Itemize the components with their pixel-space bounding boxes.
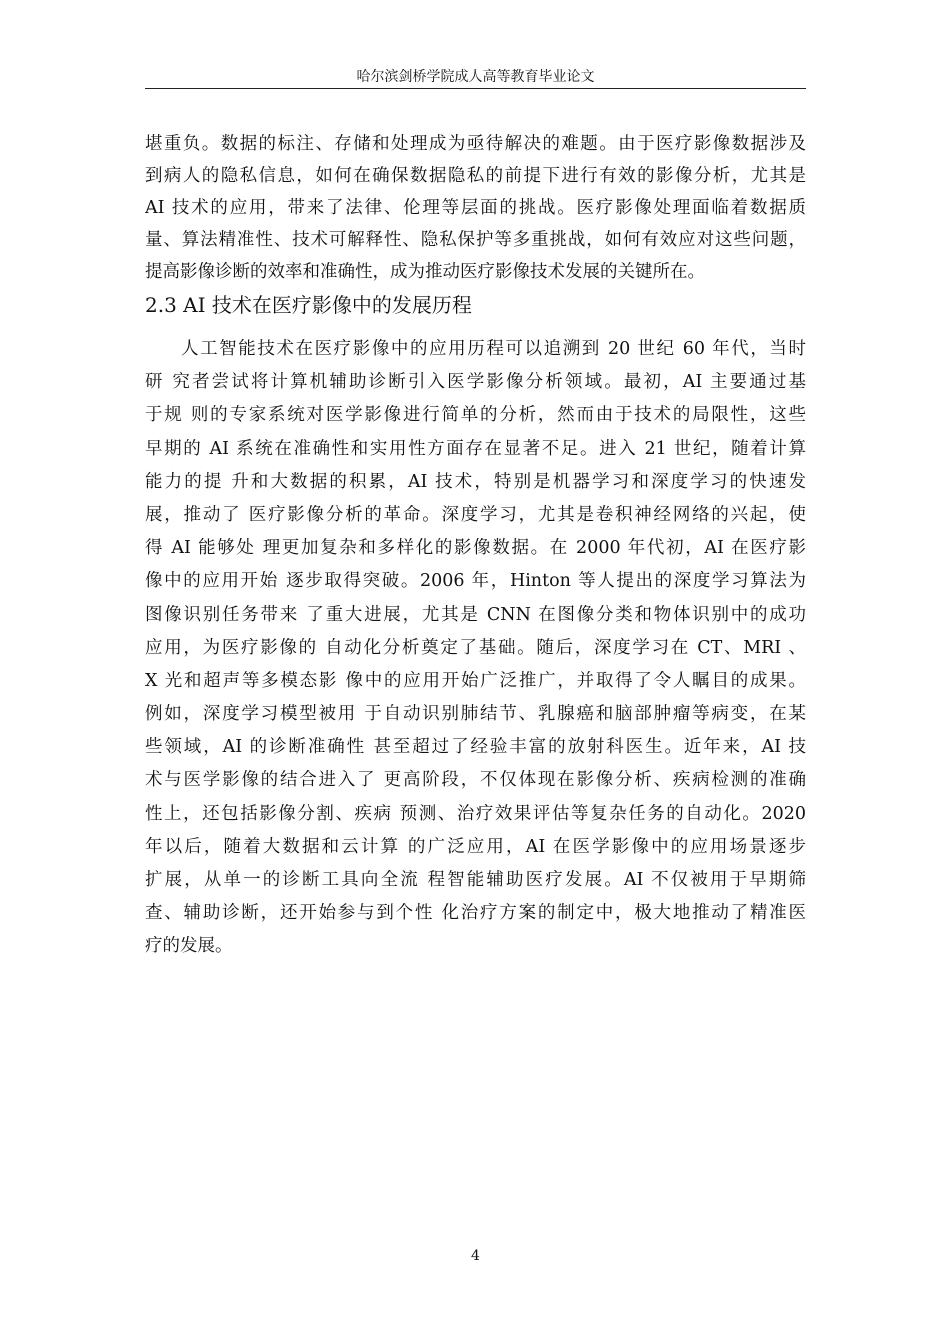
page-header: 哈尔滨剑桥学院成人高等教育毕业论文 — [356, 69, 595, 85]
text-line: 早期的 AI 系统在准确性和实用性方面存在显著不足。进入 21 世纪，随着计算 — [145, 438, 806, 459]
text-line: 提高影像诊断的效率和准确性，成为推动医疗影像技术发展的关键所在。 — [145, 262, 705, 282]
header-divider — [145, 88, 806, 89]
text-line: 年以后，随着大数据和云计算 的广泛应用，AI 在医学影像中的应用场景逐步 — [145, 836, 806, 857]
text-line: 术与医学影像的结合进入了 更高阶段，不仅体现在影像分析、疾病检测的准确 — [145, 770, 806, 791]
text-line: 例如，深度学习模型被用 于自动识别肺结节、乳腺癌和脑部肿瘤等病变，在某 — [145, 704, 806, 725]
paragraph-2 — [145, 333, 806, 964]
text-line: 应用，为医疗影像的 自动化分析奠定了基础。随后，深度学习在 CT、MRI 、 — [145, 637, 806, 658]
section-heading: 2.3 AI 技术在医疗影像中的发展历程 — [145, 293, 472, 317]
text-line: 些领域，AI 的诊断准确性 甚至超过了经验丰富的放射科医生。近年来，AI 技 — [145, 737, 806, 758]
text-line: 查、辅助诊断，还开始参与到个性 化治疗方案的制定中，极大地推动了精准医 — [145, 903, 806, 924]
page-number: 4 — [471, 1248, 480, 1264]
text-line: 疗的发展。 — [145, 936, 233, 957]
paragraph-1 — [145, 128, 806, 288]
text-line: 人工智能技术在医疗影像中的应用历程可以追溯到 20 世纪 60 年代，当时 — [181, 339, 806, 359]
text-line: 量、算法精准性、技术可解释性、隐私保护等多重挑战，如何有效应对这些问题， — [145, 230, 806, 250]
text-line: 得 AI 能够处 理更加复杂和多样化的影像数据。在 2000 年代初，AI 在医疗影 — [145, 538, 806, 559]
text-line: 能力的提 升和大数据的积累，AI 技术，特别是机器学习和深度学习的快速发 — [145, 471, 806, 492]
text-line: 研 究者尝试将计算机辅助诊断引入医学影像分析领域。最初，AI 主要通过基 — [145, 372, 806, 393]
text-line: 像中的应用开始 逐步取得突破。2006 年，Hinton 等人提出的深度学习算法为 — [145, 571, 806, 592]
text-line: 到病人的隐私信息，如何在确保数据隐私的前提下进行有效的影像分析，尤其是 — [145, 166, 806, 186]
text-line: X 光和超声等多模态影 像中的应用开始广泛推广，并取得了令人瞩目的成果。 — [145, 670, 806, 691]
text-line: 图像识别任务带来 了重大进展，尤其是 CNN 在图像分类和物体识别中的成功 — [145, 604, 806, 625]
text-line: 展，推动了 医疗影像分析的革命。深度学习，尤其是卷积神经网络的兴起，使 — [145, 504, 806, 525]
text-line: 性上，还包括影像分割、疾病 预测、治疗效果评估等复杂任务的自动化。2020 — [145, 803, 806, 824]
text-line: 堪重负。数据的标注、存储和处理成为亟待解决的难题。由于医疗影像数据涉及 — [145, 134, 806, 154]
text-line: 扩展，从单一的诊断工具向全流 程智能辅助医疗发展。AI 不仅被用于早期筛 — [145, 870, 806, 890]
text-line: AI 技术的应用，带来了法律、伦理等层面的挑战。医疗影像处理面临着数据质 — [145, 198, 806, 218]
text-line: 于规 则的专家系统对医学影像进行简单的分析，然而由于技术的局限性，这些 — [145, 405, 806, 426]
